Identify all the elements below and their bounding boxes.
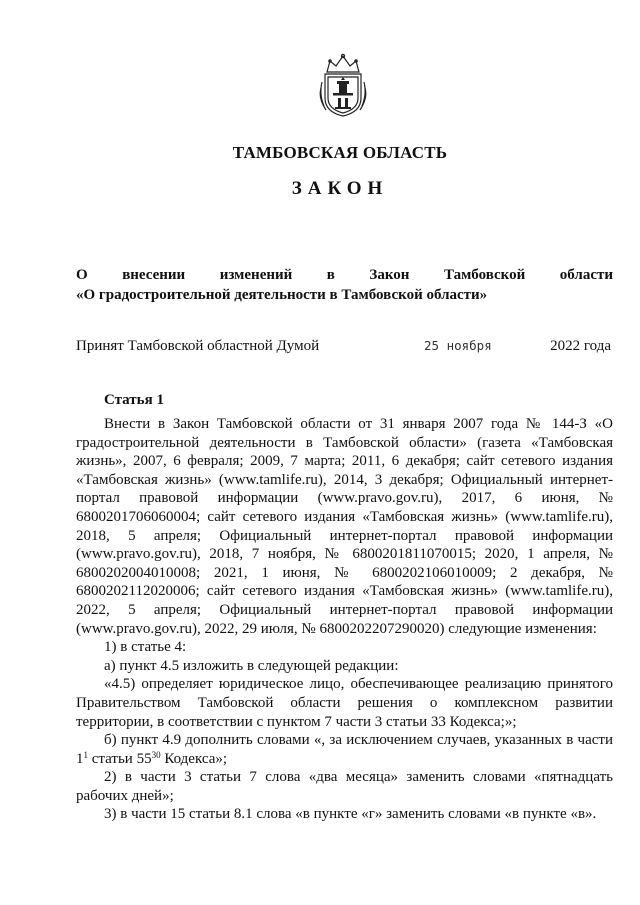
article-heading: Статья 1: [104, 392, 164, 408]
adoption-date: 25 ноября: [424, 338, 492, 353]
paragraph-item1a-text: «4.5) определяет юридическое лицо, обеспечивающее реализацию принятого Правительством Тамбовской области решения о комплексном развитии территории, в соответствии с пунктом 7 части 3 статьи 33 Кодекса;»;: [76, 676, 613, 730]
paragraph-item1a: а) пункт 4.5 изложить в следующей редакции:: [104, 657, 399, 674]
title-word: изменений: [219, 267, 293, 283]
adoption-line: [76, 338, 611, 358]
article-body: [76, 415, 613, 824]
law-title: [76, 265, 613, 305]
title-word: Закон: [369, 267, 410, 283]
adoption-text: Принят Тамбовской областной Думой: [76, 338, 320, 354]
title-word: Тамбовской: [443, 267, 526, 283]
item1b-post: Кодекса»;: [160, 750, 228, 767]
document-type: ЗАКОН: [291, 178, 389, 199]
title-word: в: [326, 267, 335, 283]
item1b-sup2: 30: [151, 749, 161, 760]
paragraph-item3: 3) в части 15 статьи 8.1 слова «в пункте «г» заменить словами «в пункте «в».: [104, 806, 597, 823]
law-title-line1: [76, 265, 613, 285]
paragraph-item2: 2) в части 3 статьи 7 слова «два месяца» заменить словами «пятнадцать рабочих дней»;: [76, 769, 613, 804]
item1b-mid: статьи 55: [88, 750, 152, 767]
title-word: внесении: [122, 267, 186, 283]
item1b-sup1: 1: [83, 749, 88, 760]
coat-of-arms-icon: [318, 52, 368, 118]
title-word: области: [559, 267, 613, 283]
region-name: ТАМБОВСКАЯ ОБЛАСТЬ: [232, 143, 448, 162]
paragraph-item1: 1) в статье 4:: [104, 639, 187, 656]
paragraph-intro: Внести в Закон Тамбовской области от 31 января 2007 года № 144-З «О градостроительной деятельности в Тамбовской области» (газета «Тамбовская жизнь», 2007, 6 февраля; 2009, 7 марта; 2011, 6 декабря; сайт сетевого издания «Тамбовская жизнь» (www.tamlife.ru), 2014, 3 декабря; Официальный интернет-портал правовой информации (www.pravo.gov.ru), 2017, 6 июня, № 6800201706060004; сайт сетевого издания «Тамбовская жизнь» (www.tamlife.ru), 2018, 5 апреля; Официальный интернет-портал правовой информации (www.pravo.gov.ru), 2018, 7 ноября, № 6800201811070015; 2020, 1 апреля, № 6800202004010008; 2021, 1 июня, № 6800202106010009; 2 декабря, № 6800202112020006; сайт сетевого издания «Тамбовская жизнь» (www.tamlife.ru), 2022, 5 апреля; Официальный интернет-портал правовой информации (www.pravo.gov.ru), 2022, 29 июля, № 6800202207290020) следующие изменения:: [76, 416, 613, 637]
adoption-year: 2022 года: [550, 338, 611, 354]
item1b-pre: б) пункт 4.9 дополнить словами «, за исключением случаев, указанных в части 1: [76, 732, 613, 767]
title-word: О: [76, 267, 88, 283]
law-title-line2: «О градостроительной деятельности в Тамбовской области»: [76, 287, 488, 303]
paragraph-item1b: [76, 731, 613, 768]
